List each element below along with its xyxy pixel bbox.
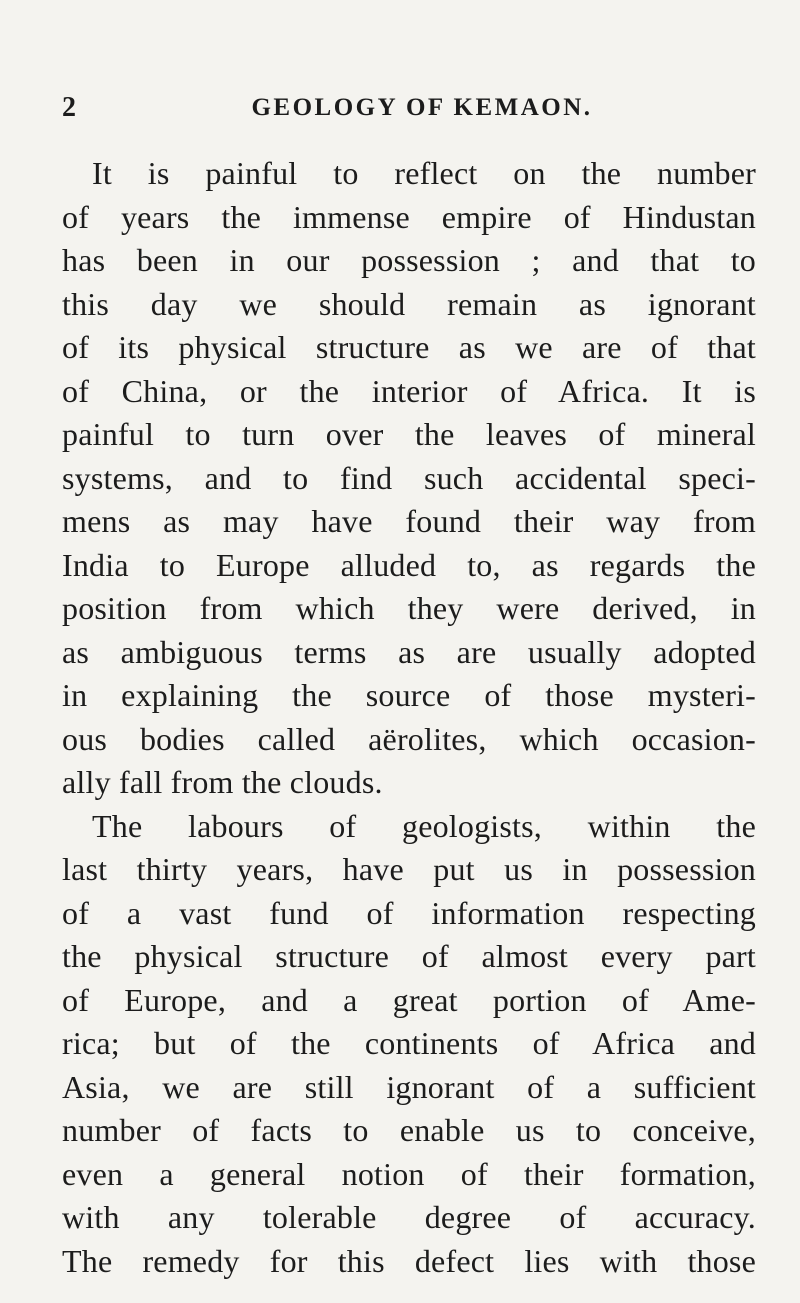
text-line: mens as may have found their way from — [62, 503, 756, 539]
text-line: this day we should remain as ignorant — [62, 285, 756, 322]
running-head — [62, 92, 742, 132]
text-line: The remedy for this defect lies with those — [62, 1242, 756, 1279]
text-line: number of facts to enable us to conceive, — [62, 1112, 756, 1148]
text-line: in explaining the source of those mysteri- — [62, 677, 756, 713]
text-line: ous bodies called aërolites, which occasion- — [62, 720, 756, 757]
text-line: Asia, we are still ignorant of a sufficient — [62, 1068, 756, 1105]
text-line: The labours of geologists, within the — [92, 807, 756, 844]
text-line: as ambiguous terms as are usually adopted — [62, 633, 756, 670]
text-line: systems, and to find such accidental speci- — [62, 459, 756, 496]
text-line: position from which they were derived, in — [62, 590, 756, 626]
text-line: India to Europe alluded to, as regards the — [62, 546, 756, 583]
text-line: with any tolerable degree of accuracy. — [62, 1199, 756, 1235]
text-line: rica; but of the continents of Africa and — [62, 1025, 756, 1061]
text-line: It is painful to reflect on the number — [92, 155, 756, 191]
text-line: painful to turn over the leaves of mineral — [62, 416, 756, 452]
text-line: of a vast fund of information respecting — [62, 894, 756, 931]
text-line: of its physical structure as we are of that — [62, 329, 756, 365]
text-line: of China, or the interior of Africa. It is — [62, 372, 756, 409]
text-line: ally fall from the clouds. — [62, 764, 383, 800]
text-line: has been in our possession ; and that to — [62, 242, 756, 278]
text-line: even a general notion of their formation, — [62, 1155, 756, 1192]
text-line: of Europe, and a great portion of Ame- — [62, 981, 756, 1018]
text-line: the physical structure of almost every part — [62, 938, 756, 974]
page-number: 2 — [62, 92, 77, 123]
text-line: last thirty years, have put us in possession — [62, 851, 756, 887]
text-line: of years the immense empire of Hindustan — [62, 198, 756, 235]
body-text — [62, 152, 756, 1283]
running-head-title: GEOLOGY OF KEMAON. — [251, 94, 593, 121]
